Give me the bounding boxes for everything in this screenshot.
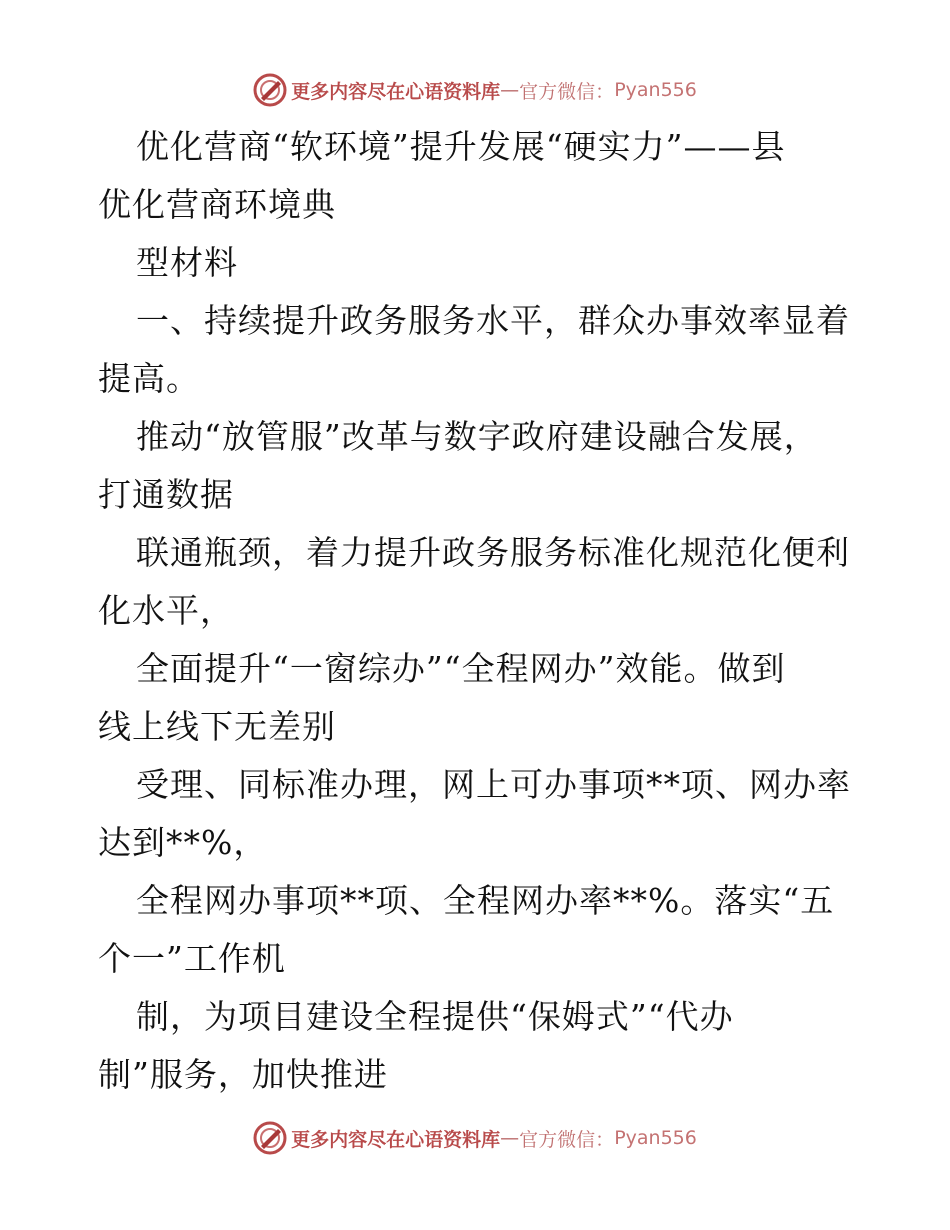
watermark-main-text: 更多内容尽在心语资料库 bbox=[291, 80, 501, 103]
doc-line: 化水平， bbox=[98, 591, 234, 630]
watermark-separator: — bbox=[500, 1127, 520, 1149]
watermark-sub-text: 官方微信： bbox=[519, 1128, 615, 1151]
doc-line: 推动“放管服”改革与数字政府建设融合发展， bbox=[136, 417, 818, 456]
doc-line: 联通瓶颈，着力提升政务服务标准化规范化便利 bbox=[136, 533, 850, 572]
doc-line: 打通数据 bbox=[98, 475, 234, 514]
doc-line: 受理、同标准办理，网上可办事项**项、网办率 bbox=[136, 765, 851, 804]
doc-line: 优化营商环境典 bbox=[98, 185, 336, 224]
doc-line: 一、持续提升政务服务水平，群众办事效率显着 bbox=[136, 301, 850, 340]
watermark-banner-top bbox=[0, 70, 950, 110]
doc-line: 制，为项目建设全程提供“保姆式”“代办 bbox=[136, 997, 734, 1036]
watermark-main-text: 更多内容尽在心语资料库 bbox=[291, 1128, 501, 1151]
doc-line: 提高。 bbox=[98, 359, 200, 398]
doc-line: 制”服务，加快推进 bbox=[98, 1055, 388, 1094]
watermark-sub-text: 官方微信： bbox=[519, 80, 615, 103]
doc-line: 型材料 bbox=[136, 243, 238, 282]
doc-line: 达到**%， bbox=[98, 823, 268, 862]
watermark-wechat-id: Pyan556 bbox=[614, 79, 697, 101]
doc-line: 全面提升“一窗综办”“全程网办”效能。做到 bbox=[136, 649, 786, 688]
seal-logo-icon bbox=[253, 1121, 287, 1155]
watermark-banner-bottom bbox=[0, 1118, 950, 1158]
doc-line: 全程网办事项**项、全程网办率**%。落实“五 bbox=[136, 881, 835, 920]
watermark-separator: — bbox=[500, 79, 520, 101]
watermark-wechat-id: Pyan556 bbox=[614, 1127, 697, 1149]
doc-line: 优化营商“软环境”提升发展“硬实力”——县 bbox=[136, 127, 786, 166]
seal-logo-icon bbox=[253, 73, 287, 107]
document-body bbox=[98, 118, 858, 1104]
doc-line: 线上线下无差别 bbox=[98, 707, 336, 746]
doc-line: 个一”工作机 bbox=[98, 939, 286, 978]
